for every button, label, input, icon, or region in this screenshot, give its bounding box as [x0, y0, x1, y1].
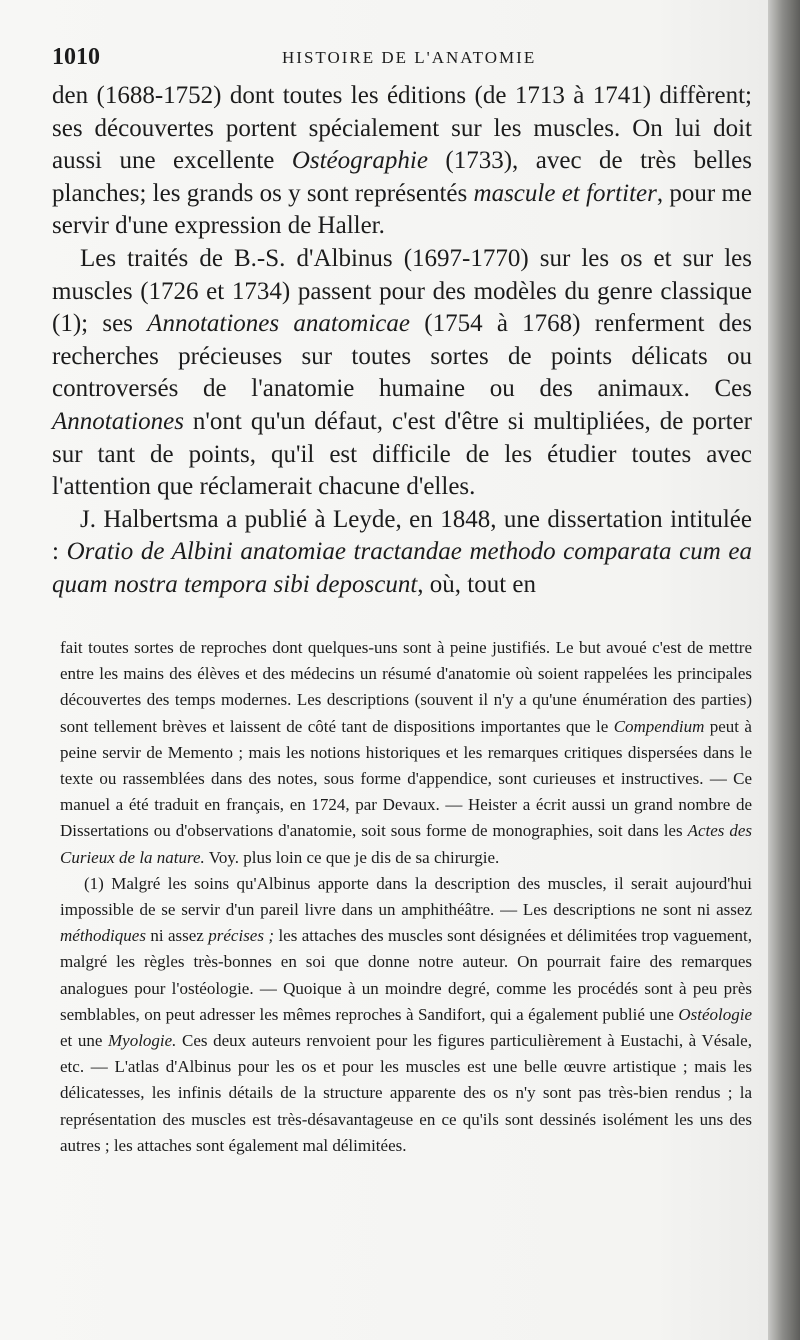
p3-italic-1: Oratio de Albini anatomiae tractandae methodo comparata cum ea quam nostra tempora sibi deposcunt — [52, 538, 753, 598]
paragraph-1 — [52, 80, 752, 243]
n1-text-2: peut à peine servir de Memento ; mais les notions historiques et les remarques critiques dispersées dans le texte ou rassemblées dans des notes, sous forme d'appendice, sont curieuses et instructives. — Ce manuel a été traduit en français, en 1724, par Devaux. — Heister a écrit aussi un grand nombre de Dissertations ou d'observations d'anatomie, soit sous forme de monographies, soit dans les — [60, 716, 752, 841]
n1-text-1: fait toutes sortes de reproches dont quelques-uns sont à peine justifiés. Le but avoué c'est de mettre entre les mains des élèves et des médecins un résumé d'anatomie où soient rappelées les principales découvertes des temps modernes. Les descriptions (souvent il n'y a qu'une énumération des parties) sont tellement brèves et laissent de côté tant de dispositions importantes que le — [60, 638, 752, 736]
main-text — [52, 80, 752, 602]
page-number: 1010 — [52, 44, 100, 70]
footnote-continued — [60, 635, 752, 871]
p1-italic-2: mascule et fortiter — [473, 179, 657, 207]
n2-text-3: les attaches des muscles sont désignées et délimitées trop vaguement, malgré les règles très-bonnes en soi que donne notre auteur. On pourrait faire des remarques analogues pour l'ostéologie. — Quoique à un moindre degré, comme les procédés sont à peu près semblables, on peut adresser les mêmes reproches à Sandifort, qui a également publié une — [60, 926, 752, 1024]
p1-text-3: , pour me servir d'une expression de Haller. — [52, 179, 752, 240]
n1-italic-1: Compendium — [613, 716, 705, 736]
p1-italic-1: Ostéographie — [291, 147, 428, 175]
p2-text-3: n'ont qu'un défaut, c'est d'être si multipliées, de porter sur tant de points, qu'il est difficile de les étudier toutes avec l'attention que réclamerait chacune d'elles. — [52, 407, 752, 501]
p2-italic-1: Annotationes anatomicae — [147, 310, 410, 338]
n2-italic-3: Ostéologie — [678, 1004, 752, 1024]
p1-text-2: (1733), avec de très belles planches; les grands os y sont représentés — [52, 147, 752, 207]
n2-text-5: Ces deux auteurs renvoient pour les figures particulièrement à Eustachi, à Vésale, etc. — L'atlas d'Albinus pour les os et pour les muscles est une belle œuvre artistique ; mais les délicatesses, les infinis détails de la structure apparente des os n'y sont pas très-bien rendus ; la représentation des muscles est très-désavantageuse en ce qu'ils sont dessinés isolément les uns des autres ; les attaches sont également mal délimitées. — [60, 1031, 752, 1155]
p2-text-1: Les traités de B.-S. d'Albinus (1697-1770) sur les os et sur les muscles (1726 et 1734) passent pour des modèles du genre classique (1); ses — [52, 244, 752, 338]
footnote-1 — [60, 871, 752, 1159]
n2-italic-4: Myologie. — [107, 1031, 177, 1051]
book-spine-shadow — [768, 0, 800, 1340]
n2-text-4: et une — [60, 1031, 108, 1051]
n2-text-1: (1) Malgré les soins qu'Albinus apporte dans la description des muscles, il serait aujourd'hui impossible de se servir d'un pareil livre dans un amphithéâtre. — Les descriptions ne sont ni assez — [60, 873, 752, 920]
n2-text-2: ni assez — [145, 926, 209, 946]
n1-italic-2: Actes des Curieux de la nature. — [60, 821, 753, 867]
page-header — [52, 44, 752, 74]
n2-italic-1: méthodiques — [60, 926, 146, 946]
paragraph-3 — [52, 504, 752, 602]
p2-italic-2: Annotationes — [52, 407, 184, 435]
n1-text-3: Voy. plus loin ce que je dis de sa chirurgie. — [204, 847, 500, 867]
p3-text-1: J. Halbertsma a publié à Leyde, en 1848, une dissertation intitulée : — [52, 505, 752, 566]
n2-italic-2: précises ; — [208, 926, 275, 946]
p3-text-2: , où, tout en — [417, 570, 537, 598]
p2-text-2: (1754 à 1768) renferment des recherches précieuses sur toutes sortes de points délicats ou controversés de l'anatomie humaine ou des animaux. Ces — [52, 310, 752, 403]
footnotes — [60, 635, 752, 1159]
p1-text-1: den (1688-1752) dont toutes les éditions (de 1713 à 1741) diffèrent; ses découvertes portent spécialement sur les muscles. On lui doit aussi une excellente — [52, 82, 752, 175]
paragraph-2 — [52, 243, 752, 504]
running-title: HISTOIRE DE L'ANATOMIE — [282, 48, 537, 67]
